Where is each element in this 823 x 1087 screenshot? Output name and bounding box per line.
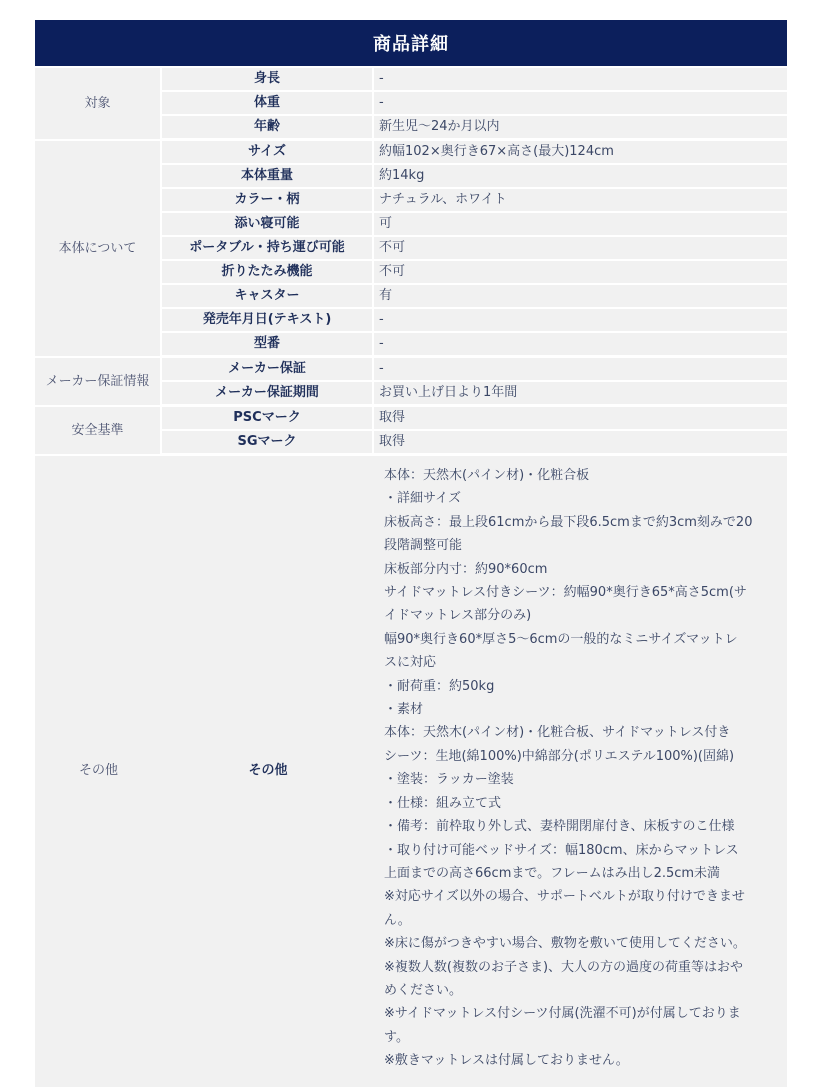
row-label: SGマーク — [162, 431, 374, 456]
row-value: 不可 — [374, 261, 787, 285]
row-label: PSCマーク — [162, 407, 374, 431]
row-value: - — [374, 333, 787, 358]
row-label: 折りたたみ機能 — [162, 261, 374, 285]
row-value: - — [374, 358, 787, 382]
group-label-other: その他 — [35, 456, 162, 1087]
row-value: - — [374, 309, 787, 333]
detail-line: ・取り付け可能ベッドサイズ：幅180cm、床からマットレス — [384, 842, 739, 858]
table-row — [35, 407, 787, 431]
detail-line: ・詳細サイズ — [384, 491, 461, 507]
detail-line: ・仕様：組み立て式 — [384, 795, 502, 811]
detail-line: ※床に傷がつきやすい場合、敷物を敷いて使用してください。 — [384, 936, 746, 952]
row-label: メーカー保証 — [162, 358, 374, 382]
detail-line: シーツ：生地(綿100%)中綿部分(ポリエステル100%)(固綿) — [384, 748, 735, 764]
group-label-body: 本体について — [35, 141, 162, 358]
group-label-warranty: メーカー保証情報 — [35, 358, 162, 407]
row-label: 発売年月日(テキスト) — [162, 309, 374, 333]
row-value: お買い上げ日より1年間 — [374, 382, 787, 407]
row-value: 不可 — [374, 237, 787, 261]
detail-line: ※対応サイズ以外の場合、サポートベルトが取り付けできませ — [384, 889, 745, 905]
row-value: ナチュラル、ホワイト — [374, 189, 787, 213]
detail-line: ※サイドマットレス付シーツ付属(洗濯不可)が付属しておりま — [384, 1006, 741, 1022]
group-label-safety: 安全基準 — [35, 407, 162, 456]
detail-line: 床板高さ：最上段61cmから最下段6.5cmまで約3cm刻みで20 — [384, 514, 753, 530]
group-label-target: 対象 — [35, 68, 162, 141]
detail-line: 段階調整可能 — [384, 538, 463, 554]
detail-line: ん。 — [384, 912, 411, 928]
detail-line: ※複数人数(複数のお子さま)、大人の方の過度の荷重等はおや — [384, 959, 744, 975]
row-label: 年齢 — [162, 116, 374, 141]
row-value: 取得 — [374, 431, 787, 456]
product-detail-table — [35, 20, 787, 1087]
row-value: - — [374, 92, 787, 116]
other-details — [374, 456, 787, 1087]
other-details-text — [379, 456, 787, 1087]
row-label: カラー・柄 — [162, 189, 374, 213]
detail-line: す。 — [384, 1029, 409, 1045]
detail-line: イドマットレス部分のみ) — [384, 608, 532, 624]
detail-line: 上面までの高さ66cmまで。フレームはみ出し2.5cm未満 — [384, 865, 721, 881]
row-label: その他 — [162, 456, 374, 1087]
row-label: ポータブル・持ち運び可能 — [162, 237, 374, 261]
detail-line: ・備考：前枠取り外し式、妻枠開閉扉付き、床板すのこ仕様 — [384, 819, 735, 835]
detail-line: ※敷きマットレスは付属しておりません。 — [384, 1053, 629, 1069]
detail-line: スに対応 — [384, 655, 437, 671]
row-value: 新生児〜24か月以内 — [374, 116, 787, 141]
table-row — [35, 358, 787, 382]
detail-line: 本体：天然木(パイン材)・化粧合板 — [384, 468, 590, 483]
row-label: キャスター — [162, 285, 374, 309]
detail-line: ・耐荷重：約50kg — [384, 678, 495, 694]
detail-line: 本体：天然木(パイン材)・化粧合板、サイドマットレス付き — [384, 725, 731, 741]
row-label: 体重 — [162, 92, 374, 116]
detail-line: 床板部分内寸：約90*60cm — [384, 561, 548, 577]
row-value: 可 — [374, 213, 787, 237]
row-value: 約14kg — [374, 165, 787, 189]
detail-line: ・素材 — [384, 702, 424, 718]
row-label: 本体重量 — [162, 165, 374, 189]
table-row — [35, 68, 787, 92]
row-label: 添い寝可能 — [162, 213, 374, 237]
detail-line: 幅90*奥行き60*厚さ5〜6cmの一般的なミニサイズマットレ — [384, 631, 738, 647]
row-value: - — [374, 68, 787, 92]
row-value: 約幅102×奥行き67×高さ(最大)124cm — [374, 141, 787, 165]
table-row-other — [35, 456, 787, 1087]
table-header-row — [35, 20, 787, 68]
table-row — [35, 141, 787, 165]
detail-line: サイドマットレス付きシーツ：約幅90*奥行き65*高さ5cm(サ — [384, 585, 747, 601]
row-label: 身長 — [162, 68, 374, 92]
row-value: 有 — [374, 285, 787, 309]
row-label: 型番 — [162, 333, 374, 358]
row-label: メーカー保証期間 — [162, 382, 374, 407]
detail-line: ・塗装：ラッカー塗装 — [384, 772, 514, 788]
row-value: 取得 — [374, 407, 787, 431]
detail-line: めください。 — [384, 982, 463, 998]
row-label: サイズ — [162, 141, 374, 165]
table-title: 商品詳細 — [35, 20, 787, 68]
